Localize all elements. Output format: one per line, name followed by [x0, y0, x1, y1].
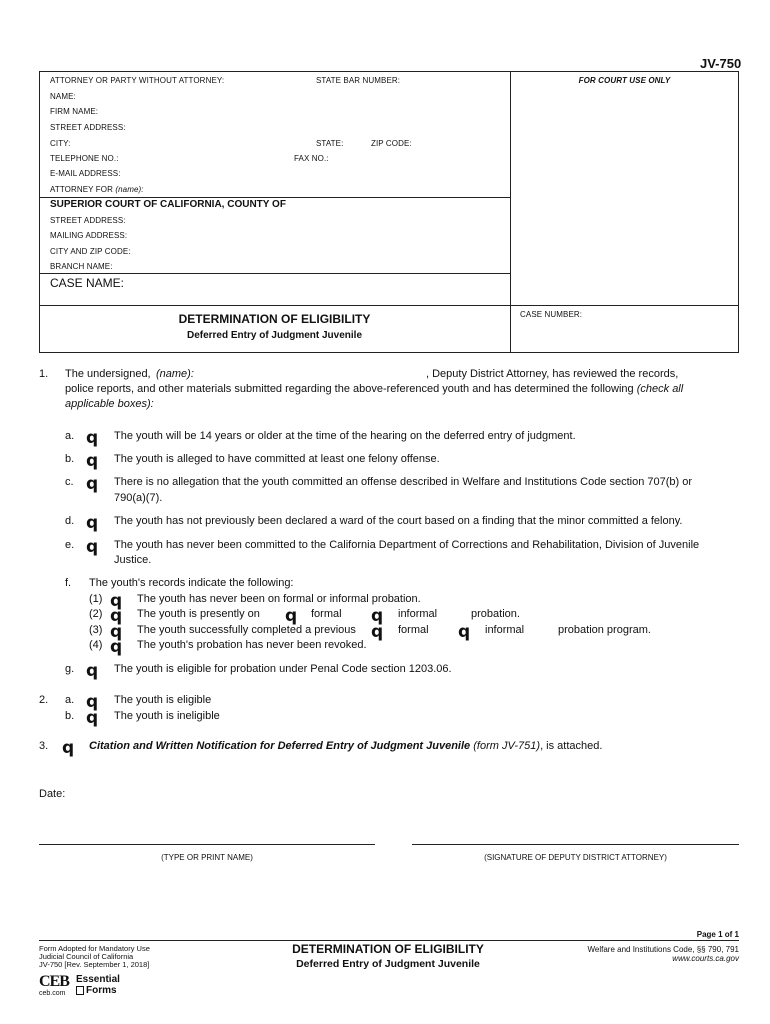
footer-title: DETERMINATION OF ELIGIBILITY [292, 942, 484, 956]
item2b-text: The youth is ineligible [114, 710, 220, 722]
forms-text: Forms [86, 985, 117, 996]
attorney-label: ATTORNEY OR PARTY WITHOUT ATTORNEY: [50, 76, 225, 85]
adopted-line1: Form Adopted for Mandatory Use [39, 944, 150, 953]
item1f3-text: The youth successfully completed a previous [137, 624, 356, 636]
item2a-text: The youth is eligible [114, 694, 212, 706]
city-label: CITY: [50, 139, 71, 148]
document-title: DETERMINATION OF ELIGIBILITY [178, 312, 371, 326]
item1c-text-line2: 790(a)(7). [114, 492, 163, 504]
item1d-text: The youth has not previously been declared a ward of the court based on a finding that the minor committed a felony. [114, 515, 683, 527]
item1f-text: The youth's records indicate the following: [89, 577, 294, 589]
item2b-checkbox[interactable]: q [86, 708, 99, 728]
item1f2-checkbox[interactable]: q [110, 606, 123, 626]
item2a-checkbox[interactable]: q [86, 692, 99, 712]
item1c-text-line1: There is no allegation that the youth committed an offense described in Welfare and Institutions Code section 707(b) or [114, 476, 693, 488]
item1c-checkbox[interactable]: q [86, 474, 99, 494]
item1f2-formal-checkbox[interactable]: q [285, 606, 298, 626]
footer-subtitle: Deferred Entry of Judgment Juvenile [296, 958, 480, 970]
forms-row [76, 985, 126, 996]
item1d-checkbox[interactable]: q [86, 513, 99, 533]
item1f2-end: probation. [471, 608, 520, 620]
date-label: Date: [39, 788, 66, 800]
item3-checkbox[interactable]: q [62, 738, 75, 758]
case-number-label: CASE NUMBER: [520, 310, 583, 319]
courts-website[interactable]: www.courts.ca.gov [672, 954, 739, 963]
court-use-divider [510, 71, 511, 353]
item1a-text: The youth will be 14 years or older at the time of the hearing on the deferred entry of judgment. [114, 430, 576, 442]
item1a-letter: a. [65, 430, 75, 442]
footer-rule [39, 940, 739, 941]
item1f3-formal-label: formal [398, 624, 429, 636]
firm-label: FIRM NAME: [50, 107, 99, 116]
signature-line[interactable] [412, 844, 739, 845]
item1-line1-a: The undersigned, [65, 368, 151, 380]
item1f2-number: (2) [89, 608, 103, 620]
form-id: JV-750 [700, 56, 742, 71]
item1f3-checkbox[interactable]: q [110, 622, 123, 642]
item1f4-number: (4) [89, 639, 103, 651]
code-block [560, 945, 739, 963]
item1-name-hint: (name): [156, 368, 194, 380]
essential-text: Essential [76, 974, 120, 985]
item1f3-informal-checkbox[interactable]: q [458, 622, 471, 642]
item1f2-informal-label: informal [398, 608, 438, 620]
item1f2-formal-label: formal [311, 608, 342, 620]
ceb-logo-text: CEB [39, 973, 69, 990]
item1e-text-line1: The youth has never been committed to the California Department of Corrections and Rehabilitation, Division of Juvenile [114, 539, 700, 551]
item2a-letter: a. [65, 694, 75, 706]
mailing-label: MAILING ADDRESS: [50, 231, 128, 240]
item1g-text: The youth is eligible for probation under Penal Code section 1203.06. [114, 663, 452, 675]
item1b-letter: b. [65, 453, 75, 465]
item3-form-title: Citation and Written Notification for Deferred Entry of Judgment Juvenile [89, 740, 471, 752]
item3-number: 3. [39, 740, 49, 752]
court-street-label: STREET ADDRESS: [50, 216, 126, 225]
state-label: STATE: [316, 139, 344, 148]
email-label: E-MAIL ADDRESS: [50, 169, 121, 178]
item1f2-informal-checkbox[interactable]: q [371, 606, 384, 626]
signature-label: (SIGNATURE OF DEPUTY DISTRICT ATTORNEY) [484, 853, 667, 862]
item3-text [89, 740, 602, 752]
item1-line2-text: police reports, and other materials submitted regarding the above-referenced youth and has determined the following [65, 383, 634, 395]
item1d-letter: d. [65, 515, 75, 527]
attorney-for-label [50, 185, 144, 194]
item1f-letter: f. [65, 577, 72, 589]
city-zip-label: CITY AND ZIP CODE: [50, 247, 131, 256]
print-name-label: (TYPE OR PRINT NAME) [161, 853, 253, 862]
title-section-divider [39, 305, 739, 306]
code-citation: Welfare and Institutions Code, §§ 790, 791 [587, 945, 739, 954]
item1f1-text: The youth has never been on formal or informal probation. [137, 593, 421, 605]
item1-line3: applicable boxes): [65, 398, 154, 410]
item1f3-end: probation program. [558, 624, 651, 636]
attorney-for-name-hint: (name): [115, 185, 144, 194]
adopted-line3: JV-750 [Rev. September 1, 2018] [39, 960, 150, 969]
adopted-block [39, 945, 150, 969]
item1f2-text: The youth is presently on [137, 608, 260, 620]
court-use-label: FOR COURT USE ONLY [578, 76, 671, 85]
item1f1-checkbox[interactable]: q [110, 591, 123, 611]
item1f4-text: The youth's probation has never been revoked. [137, 639, 367, 651]
item1f3-number: (3) [89, 624, 103, 636]
item1b-checkbox[interactable]: q [86, 451, 99, 471]
attorney-for-text: ATTORNEY FOR [50, 185, 113, 194]
item1-line1-b: , Deputy District Attorney, has reviewed the records, [426, 368, 679, 380]
document-subtitle: Deferred Entry of Judgment Juvenile [186, 330, 363, 341]
item1g-checkbox[interactable]: q [86, 661, 99, 681]
adopted-line2: Judicial Council of California [39, 952, 134, 961]
item1e-checkbox[interactable]: q [86, 537, 99, 557]
item1-line2-italic: (check all [636, 383, 684, 395]
item1e-letter: e. [65, 539, 75, 551]
attorney-section-divider [39, 197, 510, 198]
item1c-letter: c. [65, 476, 74, 488]
street-label: STREET ADDRESS: [50, 123, 126, 132]
page-number: Page 1 of 1 [696, 930, 739, 939]
zip-label: ZIP CODE: [371, 139, 412, 148]
ceb-site-text: ceb.com [39, 990, 66, 997]
name-label: NAME: [50, 92, 76, 101]
branch-label: BRANCH NAME: [50, 262, 113, 271]
ceb-logo [39, 974, 73, 1000]
item1a-checkbox[interactable]: q [86, 428, 99, 448]
item2-number: 2. [39, 694, 49, 706]
item1f4-checkbox[interactable]: q [110, 637, 123, 657]
telephone-label: TELEPHONE NO.: [50, 154, 119, 163]
forms-icon [76, 986, 84, 995]
item1b-text: The youth is alleged to have committed at least one felony offense. [114, 453, 440, 465]
item1f3-formal-checkbox[interactable]: q [371, 622, 384, 642]
item1f1-number: (1) [89, 593, 103, 605]
state-bar-label: STATE BAR NUMBER: [316, 76, 401, 85]
case-name-label: CASE NAME: [50, 276, 125, 290]
item1-number: 1. [39, 368, 49, 380]
item1f3-informal-label: informal [485, 624, 525, 636]
item2b-letter: b. [65, 710, 75, 722]
item1-line2 [65, 383, 683, 395]
court-section-divider [39, 273, 510, 274]
essential-forms-logo [76, 974, 126, 1000]
item1g-letter: g. [65, 663, 75, 675]
fax-label: FAX NO.: [294, 154, 329, 163]
item3-form-number: (form JV-751) [473, 740, 541, 752]
item3-text-end: , is attached. [540, 740, 603, 752]
caption-box [39, 71, 739, 353]
court-title: SUPERIOR COURT OF CALIFORNIA, COUNTY OF [50, 199, 286, 210]
item1e-text-line2: Justice. [114, 554, 152, 566]
print-name-line[interactable] [39, 844, 375, 845]
